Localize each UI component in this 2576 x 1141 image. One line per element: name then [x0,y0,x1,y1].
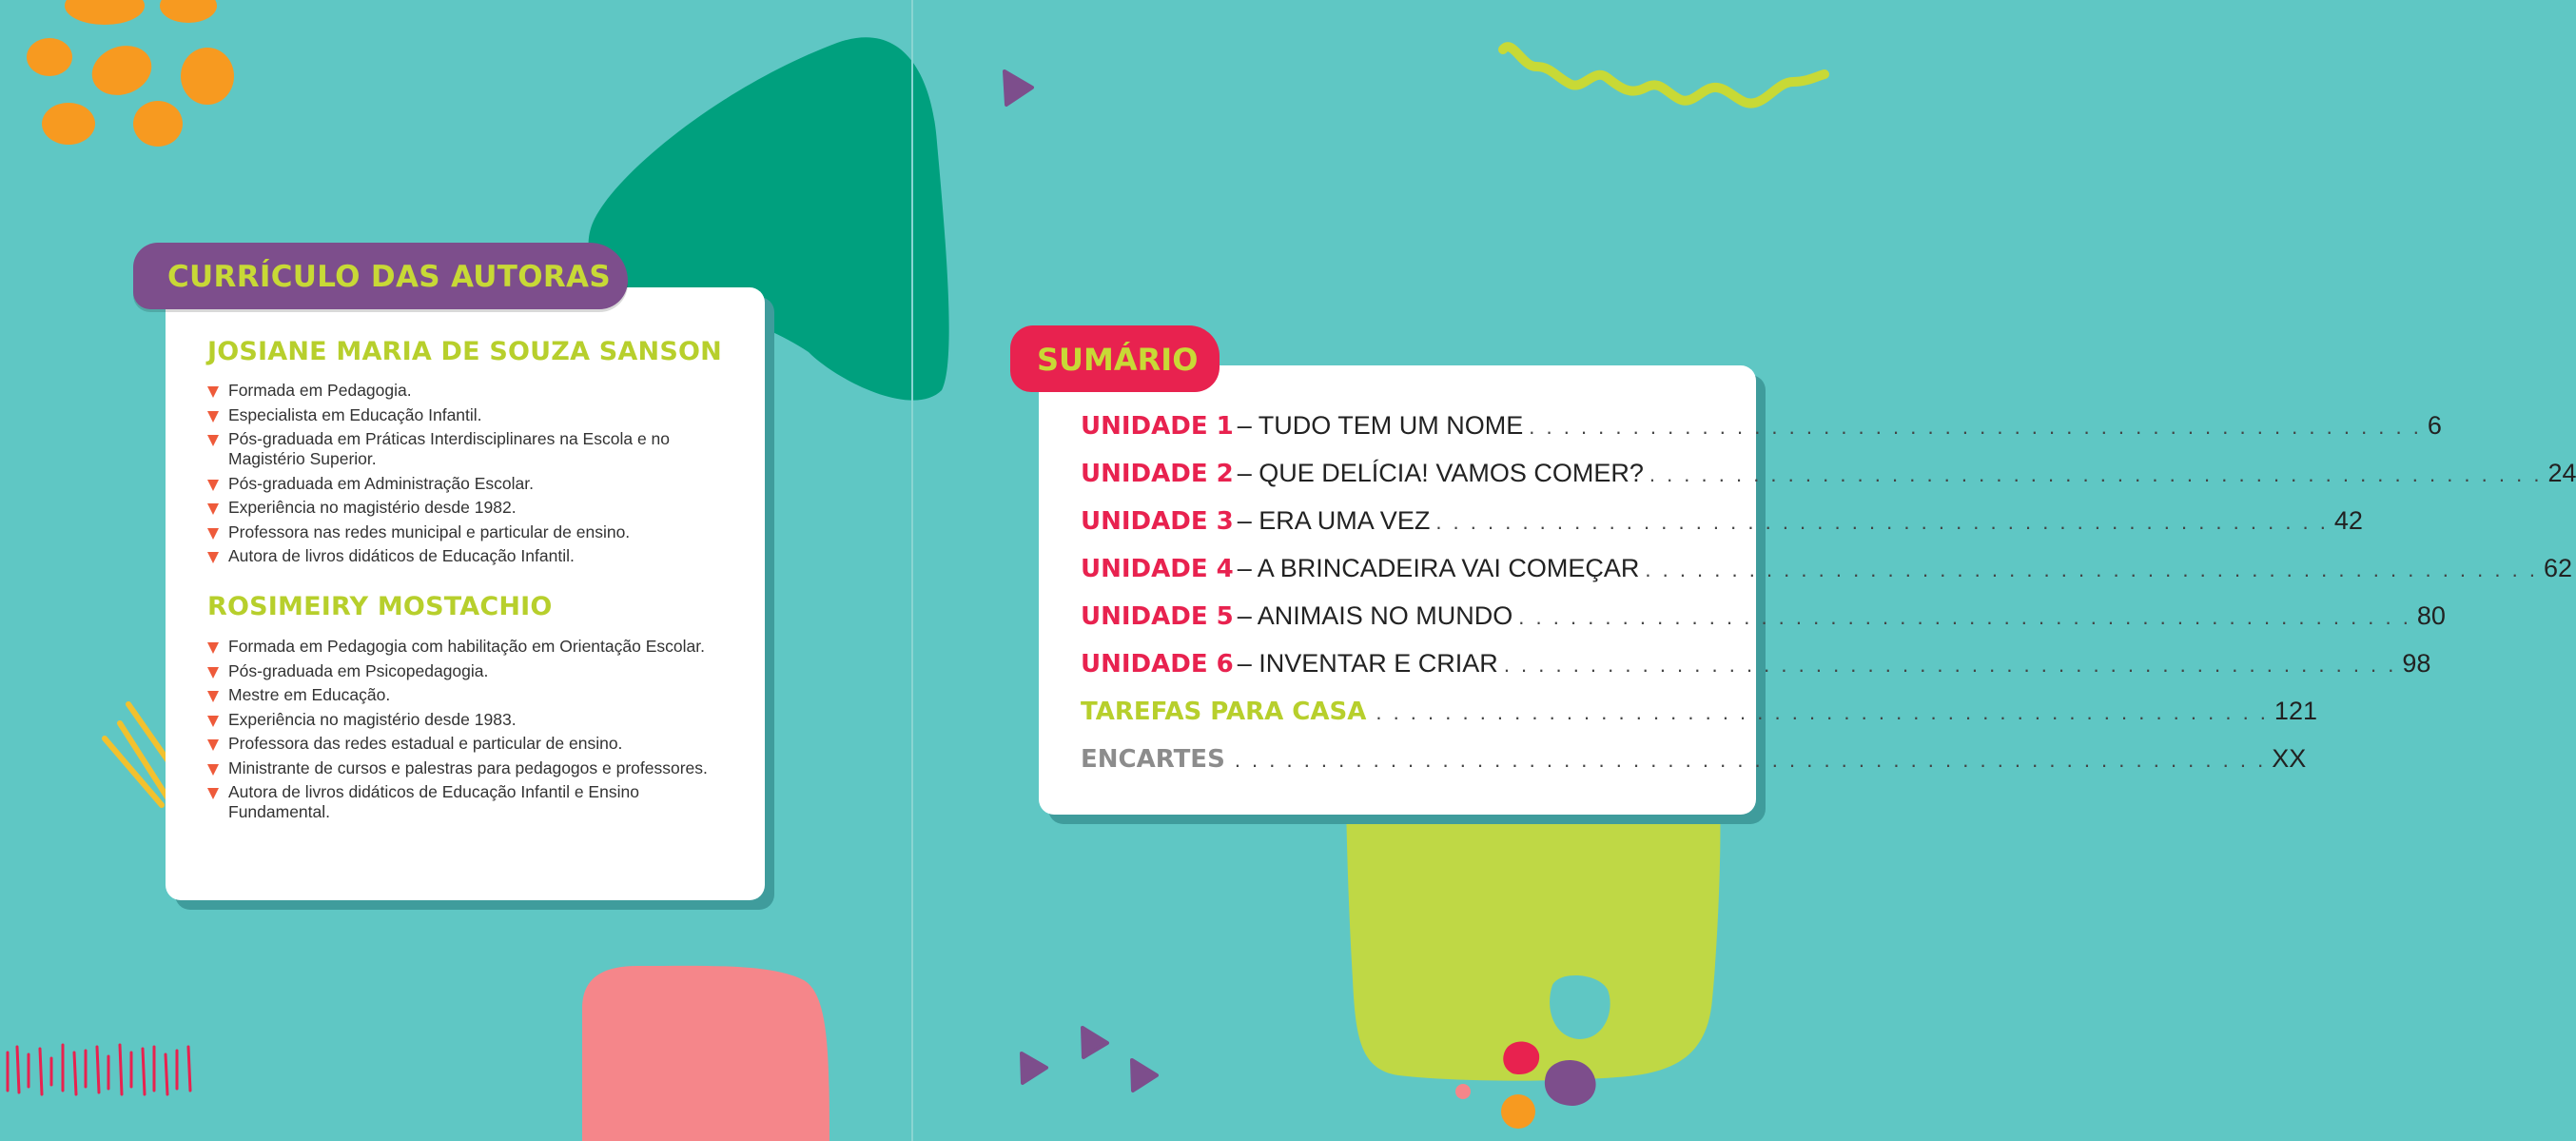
list-item: Professora das redes estadual e particular de ensino. [207,734,740,754]
pink-blob-decoration [582,966,829,1141]
list-item: Especialista em Educação Infantil. [207,405,740,425]
toc-entry-page: 98 [2402,649,2431,678]
list-item: Pós-graduada em Administração Escolar. [207,474,740,494]
author-name-2: ROSIMEIRY MOSTACHIO [207,592,553,621]
toc-entry-title: – INVENTAR E CRIAR [1237,649,1498,678]
toc-entry-page: 6 [2427,411,2442,440]
toc-entry-page: XX [2272,744,2307,773]
toc-entry-page: 121 [2274,697,2317,725]
toc-entry-title: – A BRINCADEIRA VAI COMEÇAR [1237,554,1640,582]
lime-squiggle-decoration [1503,47,1825,103]
sumario-title: SUMÁRIO [1037,342,1199,378]
toc-leader-dots: . . . . . . . . . . . . . . . . . . . . . . . . . . . . . . . . . . . . . . . . . . . . . . . . . . . . [1529,415,2422,439]
toc-leader-dots: . . . . . . . . . . . . . . . . . . . . . . . . . . . . . . . . . . . . . . . . . . . . . . . . . . . . [1503,653,2397,677]
author-2-credentials [207,637,740,827]
toc-entry-unidade-6[interactable] [1081,649,2431,687]
list-item: Formada em Pedagogia. [207,381,740,401]
toc-entry-unidade-2[interactable] [1081,459,2576,497]
author-name-1: JOSIANE MARIA DE SOUZA SANSON [207,337,722,366]
list-item: Experiência no magistério desde 1983. [207,710,740,730]
toc-entry-title: – ANIMAIS NO MUNDO [1237,601,1513,630]
toc-entry-title: – QUE DELÍCIA! VAMOS COMER? [1237,459,1644,487]
sumario-title-tab [1010,325,1220,392]
curriculo-title-tab [133,243,628,309]
toc-leader-dots: . . . . . . . . . . . . . . . . . . . . . . . . . . . . . . . . . . . . . . . . . . . . . . . . . . . . . . . . . . . . [1234,748,2267,772]
red-ticks-decoration [8,1045,190,1094]
sumario-card [1039,365,2576,815]
list-item: Autora de livros didáticos de Educação Infantil e Ensino Fundamental. [207,782,740,822]
toc-leader-dots: . . . . . . . . . . . . . . . . . . . . . . . . . . . . . . . . . . . . . . . . . . . . . . . . . . . . [1649,462,2543,486]
author-1-credentials [207,381,740,571]
toc-entry-label: UNIDADE 2 [1081,460,1234,488]
toc-entry-label: ENCARTES [1081,745,1225,774]
list-item: Ministrante de cursos e palestras para pedagogos e professores. [207,758,740,778]
toc-leader-dots: . . . . . . . . . . . . . . . . . . . . . . . . . . . . . . . . . . . . . . . . . . . . . . . . . . . . [1376,700,2269,724]
toc-entry-unidade-5[interactable] [1081,601,2446,639]
list-item: Experiência no magistério desde 1982. [207,498,740,518]
toc-entry-label: TAREFAS PARA CASA [1081,698,1367,726]
toc-entry-label: UNIDADE 6 [1081,650,1234,679]
orange-dots-decoration [27,0,234,147]
toc-entry-unidade-3[interactable] [1081,506,2363,544]
page-fold-line [911,0,913,1141]
toc-entry-tarefas[interactable] [1081,697,2317,735]
toc-entry-encartes[interactable] [1081,744,2307,782]
list-item: Autora de livros didáticos de Educação Infantil. [207,546,740,566]
toc-entry-title: – ERA UMA VEZ [1237,506,1431,535]
pink-pebble-decoration [1455,1084,1471,1099]
toc-entry-page: 42 [2333,506,2363,535]
list-item: Mestre em Educação. [207,685,740,705]
toc-entry-label: UNIDADE 5 [1081,602,1234,631]
toc-leader-dots: . . . . . . . . . . . . . . . . . . . . . . . . . . . . . . . . . . . . . . . . . . . . . . . . . . . . [1518,605,2411,629]
toc-entry-page: 80 [2416,601,2446,630]
toc-entry-label: UNIDADE 3 [1081,507,1234,536]
toc-leader-dots: . . . . . . . . . . . . . . . . . . . . . . . . . . . . . . . . . . . . . . . . . . . . . . . . . . . . [1645,558,2538,581]
curriculo-card [166,287,765,900]
list-item: Formada em Pedagogia com habilitação em Orientação Escolar. [207,637,740,657]
toc-entry-label: UNIDADE 4 [1081,555,1234,583]
list-item: Professora nas redes municipal e particular de ensino. [207,522,740,542]
toc-entry-label: UNIDADE 1 [1081,412,1234,441]
lime-blob-decoration [1346,799,1720,1081]
toc-entry-page: 62 [2543,554,2572,582]
toc-entry-page: 24 [2547,459,2576,487]
toc-entry-unidade-1[interactable] [1081,411,2442,449]
toc-entry-unidade-4[interactable] [1081,554,2572,592]
curriculo-title: CURRÍCULO DAS AUTORAS [167,260,611,294]
orange-pebble-decoration [1501,1094,1535,1129]
list-item: Pós-graduada em Práticas Interdisciplinares na Escola e no Magistério Superior. [207,429,740,469]
toc-entry-title: – TUDO TEM UM NOME [1237,411,1524,440]
toc-leader-dots: . . . . . . . . . . . . . . . . . . . . . . . . . . . . . . . . . . . . . . . . . . . . . . . . . . . . [1435,510,2329,534]
list-item: Pós-graduada em Psicopedagogia. [207,661,740,681]
